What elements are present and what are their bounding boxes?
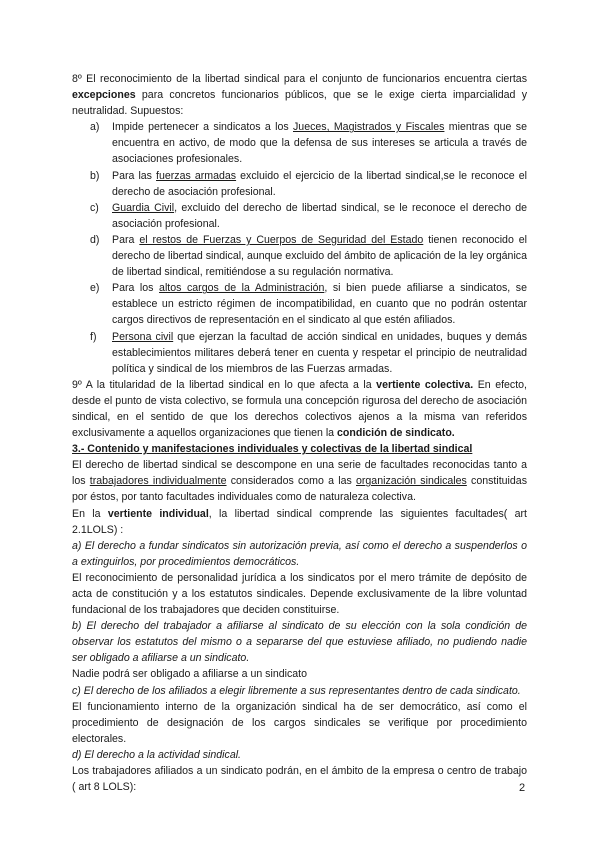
paragraph-nadie: Nadie podrá ser obligado a afiliarse a un sindicato bbox=[72, 668, 307, 681]
paragraph-individual: En la vertiente individual, la libertad sindical comprende las siguientes facultades( art 2.1LOLS) : bbox=[72, 507, 527, 536]
list-item: d) Para el restos de Fuerzas y Cuerpos de Seguridad del Estado tienen reconocido el derecho de libertad sindical, aunque excluido del ámbito de aplicación de la ley orgánica de libertad sindical, remitiéndose a su regulación normativa. bbox=[90, 233, 527, 279]
exceptions-list bbox=[72, 119, 527, 377]
paragraph-funcionamiento: El funcionamiento interno de la organización sindical ha de ser democrático, así como el procedimiento de designación de los cargos sindicales se verifique por procedimiento electorales. bbox=[72, 700, 527, 745]
list-item: b) Para las fuerzas armadas excluido el ejercicio de la libertad sindical,se le reconoce el derecho de asociación profesional. bbox=[90, 169, 527, 198]
section-heading: 3.- Contenido y manifestaciones individuales y colectivas de la libertad sindical bbox=[72, 443, 473, 456]
paragraph-9: 9º A la titularidad de la libertad sindical en lo que afecta a la vertiente colectiva. En efecto, desde el punto de vista colectivo, se formula una concepción rigurosa del derecho de asociación sindical, en el sentido de que los derechos colectivos ajenos a la misma van referidos exclusivamente a aquellos organizaciones que tienen la condición de sindicato. bbox=[72, 378, 527, 440]
list-item: e) Para los altos cargos de la Administración, si bien puede afiliarse a sindicatos, se establece un estricto régimen de incompatibilidad, en cuanto que no podrán ostentar cargos directivos de representación en el sindicato al que estén afiliados. bbox=[90, 282, 527, 327]
italic-item-d: d) El derecho a la actividad sindical. bbox=[72, 748, 242, 761]
list-item: c) Guardia Civil, excluido del derecho de libertad sindical, se le reconoce el derecho de asociación profesional. bbox=[90, 201, 527, 230]
page-number: 2 bbox=[519, 782, 526, 794]
paragraph-personalidad: El reconocimiento de personalidad jurídica a los sindicatos por el mero trámite de depósito de acta de constitución y a los estatutos sindicales. Depende exclusivamente de la libre voluntad fundacional de los trabajadores que deciden constituirse. bbox=[72, 571, 527, 617]
paragraph-8: 8º El reconocimiento de la libertad sindical para el conjunto de funcionarios encuentra ciertas excepciones para concretos funcionarios públicos, que se le exige cierta imparcialidad y neutralidad. Supuestos: bbox=[72, 73, 527, 118]
italic-item-b: b) El derecho del trabajador a afiliarse al sindicato de su elección con la sola condición de observar los estatutos del mismo o a separarse del que estuviese afiliado, no pudiendo nadie ser obligado a afiliarse a un sindicato. bbox=[72, 620, 527, 665]
paragraph-trabajadores: Los trabajadores afiliados a un sindicato podrán, en el ámbito de la empresa o centro de trabajo ( art 8 LOLS): bbox=[72, 765, 527, 794]
italic-item-c: c) El derecho de los afiliados a elegir libremente a sus representantes dentro de cada sindicato. bbox=[72, 684, 521, 697]
document-body bbox=[72, 71, 527, 795]
italic-item-a: a) El derecho a fundar sindicatos sin autorización previa, así como el derecho a suspenderlos o a extinguirlos, por procedimientos democráticos. bbox=[72, 539, 527, 568]
list-item: a) Impide pertenecer a sindicatos a los Jueces, Magistrados y Fiscales mientras que se encuentra en activo, de modo que la defensa de sus intereses se articula a través de asociaciones profesionales. bbox=[90, 121, 527, 166]
paragraph-facultades: El derecho de libertad sindical se descompone en una serie de facultades reconocidas tanto a los trabajadores individualmente considerados como a las organización sindicales constituidas por éstos, por tanto facultades individuales como de naturaleza colectiva. bbox=[72, 459, 527, 504]
list-item: f) Persona civil que ejerzan la facultad de acción sindical en unidades, buques y demás establecimientos militares deberá tener en cuenta y respetar el principio de neutralidad política y sindical de los miembros de las Fuerzas armadas. bbox=[90, 330, 528, 375]
